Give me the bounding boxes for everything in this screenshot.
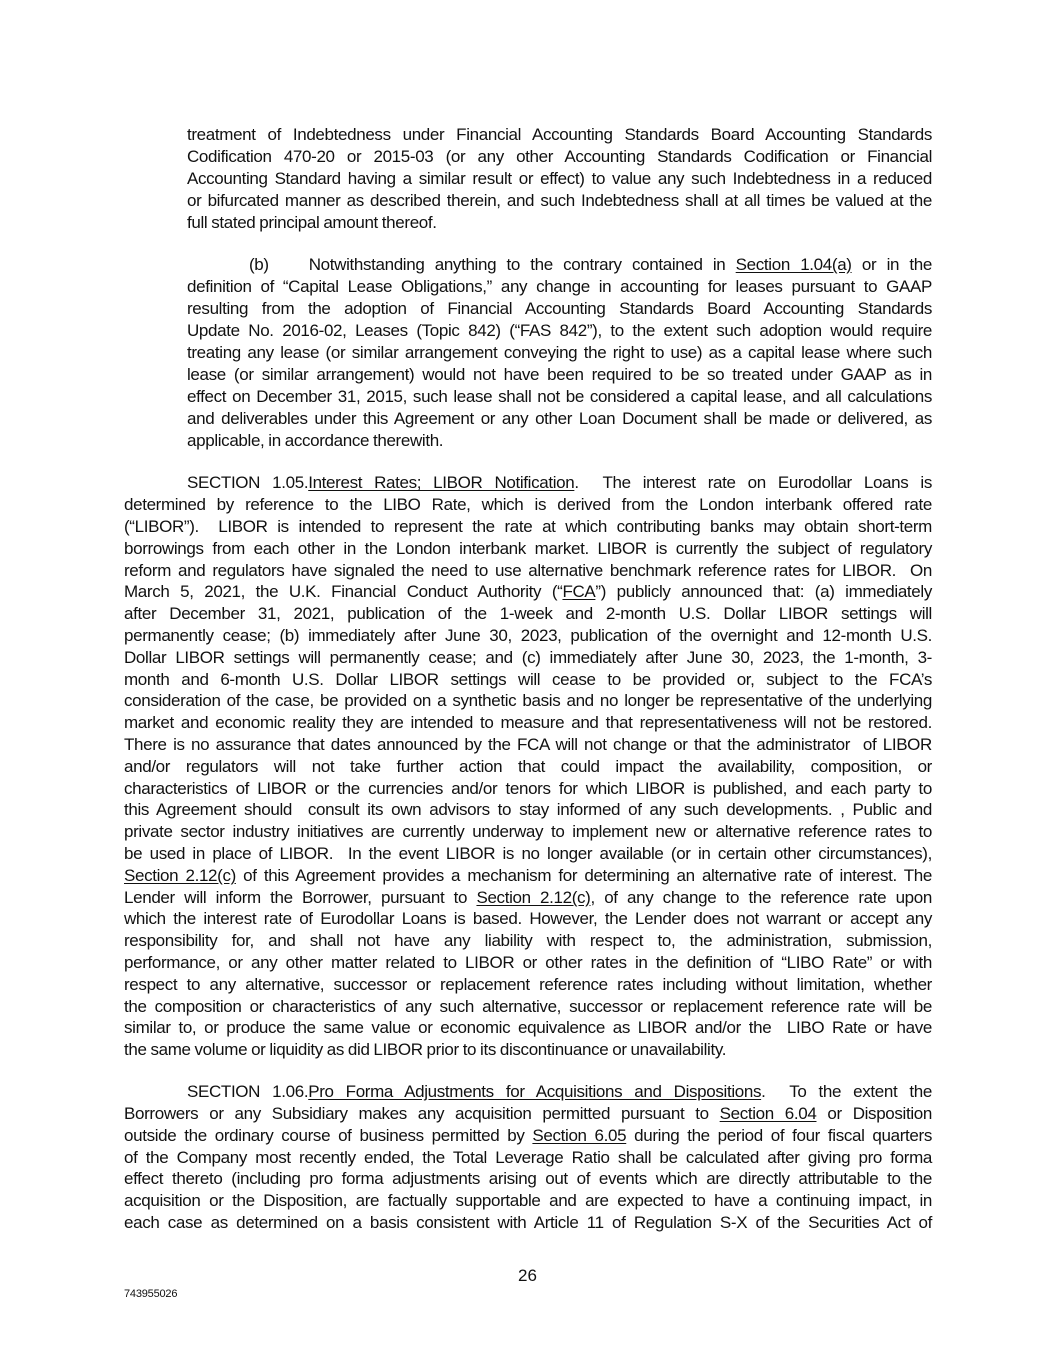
text-line: be used in place of LIBOR. In the event LIBOR is no longer available (or in certain other circumstances), (124, 844, 932, 863)
text-span: outside the ordinary course of business permitted by (124, 1126, 533, 1145)
text-line: treating any lease (or similar arrangement conveying the right to use) as a capital lease where such (187, 343, 932, 362)
text-line: or bifurcated manner as described therein, and such Indebtedness shall at all times be valued at the (187, 191, 932, 210)
text-span: March 5, 2021, the U.K. Financial Conduct Authority (“ (124, 582, 563, 601)
section-title: Pro Forma Adjustments for Acquisitions and Dispositions (308, 1082, 762, 1101)
text-line: the same volume or liquidity as did LIBOR prior to its discontinuance or unavailability. (124, 1040, 727, 1059)
text-line (124, 887, 932, 909)
text-span: . To the extent the (761, 1082, 933, 1101)
text-line: each case as determined on a basis consistent with Article 11 of Regulation S-X of the Securities Act of (124, 1213, 932, 1232)
document-id: 743955026 (124, 1288, 178, 1300)
text-line: effect on December 31, 2015, such lease shall not be considered a capital lease, and all calculations (187, 387, 932, 406)
text-line: lease (or similar arrangement) would not have been required to be so treated under GAAP as in (187, 365, 932, 384)
text-line: responsibility for, and shall not have any liability with respect to, the administration, submission, (124, 931, 932, 950)
text-span: ”) publicly announced that: (a) immediately (595, 582, 932, 601)
section-number: SECTION 1.05. (187, 473, 309, 492)
text-line: month and 6-month U.S. Dollar LIBOR settings will cease to be provided or, subject to the FCA’s (124, 670, 932, 689)
text-line (124, 1125, 932, 1147)
text-line: Codification 470-20 or 2015-03 (or any other Accounting Standards Codification or Financial (187, 147, 932, 166)
text-span: Notwithstanding anything to the contrary contained in (308, 255, 736, 274)
text-line (124, 581, 932, 603)
text-span: Lender will inform the Borrower, pursuant to (124, 888, 477, 907)
section-heading-line (187, 1081, 932, 1103)
section-title: Interest Rates; LIBOR Notification (308, 473, 575, 492)
text-line: determined by reference to the LIBO Rate, which is derived from the London interbank offered rate (124, 495, 932, 514)
text-line: Accounting Standard having a similar result or effect) to value any such Indebtedness in a reduced (187, 169, 932, 188)
text-line: respect to any alternative, successor or replacement reference rates including without limitation, whether (124, 975, 932, 994)
section-reference-link[interactable]: Section 2.12(c) (124, 866, 236, 885)
text-line: of the Company most recently ended, the Total Leverage Ratio shall be calculated after giving pro forma (124, 1148, 932, 1167)
text-line: There is no assurance that dates announced by the FCA will not change or that the administrator of LIBOR (124, 735, 932, 754)
text-line: Update No. 2016-02, Leases (Topic 842) (“FAS 842”), to the extent such adoption would require (187, 321, 932, 340)
section-reference-link[interactable]: Section 1.04(a) (735, 255, 852, 274)
text-line: the composition or characteristics of any such alternative, successor or replacement reference rate will be (124, 997, 932, 1016)
text-span: Borrowers or any Subsidiary makes any acquisition permitted pursuant to (124, 1104, 720, 1123)
text-span: . The interest rate on Eurodollar Loans is (574, 473, 933, 492)
text-line: (“LIBOR”). LIBOR is intended to represent the rate at which contributing banks may obtain short-term (124, 517, 932, 536)
text-line (124, 865, 932, 887)
text-line: effect thereto (including pro forma adjustments arising out of events which are directly attributable to the (124, 1169, 932, 1188)
text-line: market and economic reality they are intended to measure and that representativeness will not be restored. (124, 713, 932, 732)
text-span: during the period of four fiscal quarters (626, 1126, 932, 1145)
text-span: of this Agreement provides a mechanism for determining an alternative rate of interest. The (235, 866, 933, 885)
section-reference-link[interactable]: Section 6.05 (532, 1126, 627, 1145)
text-line: characteristics of LIBOR or the currencies and/or tenors for which LIBOR is published, and each party to (124, 779, 932, 798)
text-line: definition of “Capital Lease Obligations,” any change in accounting for leases pursuant to GAAP (187, 277, 932, 296)
text-span: or Disposition (816, 1104, 932, 1123)
defined-term-fca: FCA (562, 582, 596, 601)
text-line: after December 31, 2021, publication of the 1-week and 2-month U.S. Dollar LIBOR settings will (124, 604, 932, 623)
page-number: 26 (518, 1266, 537, 1285)
text-line: and/or regulators will not take further action that could impact the availability, composition, or (124, 757, 932, 776)
text-line: resulting from the adoption of Financial Accounting Standards Board Accounting Standards (187, 299, 932, 318)
section-reference-link[interactable]: Section 2.12(c) (476, 888, 591, 907)
text-line: acquisition or the Disposition, are factually supportable and are expected to have a continuing impact, in (124, 1191, 932, 1210)
text-line (249, 254, 932, 276)
text-line: and deliverables under this Agreement or any other Loan Document shall be made or delivered, as (187, 409, 932, 428)
text-line: similar to, or produce the same value or economic equivalence as LIBOR and/or the LIBO Rate or have (124, 1018, 932, 1037)
text-line: full stated principal amount thereof. (187, 213, 437, 232)
text-line: reform and regulators have signaled the need to use alternative benchmark reference rates for LIBOR. On (124, 561, 932, 580)
section-heading-line (187, 472, 932, 494)
text-line: borrowings from each other in the London interbank market. LIBOR is currently the subject of regulatory (124, 539, 932, 558)
text-line: which the interest rate of Eurodollar Loans is based. However, the Lender does not warrant or accept any (124, 909, 932, 928)
text-line: this Agreement should consult its own advisors to stay informed of any such developments. , Public and (124, 800, 932, 819)
paragraph-label: (b) (249, 255, 269, 274)
section-reference-link[interactable]: Section 6.04 (719, 1104, 817, 1123)
text-line: treatment of Indebtedness under Financial Accounting Standards Board Accounting Standards (187, 125, 932, 144)
text-line: consideration of the case, be provided on a synthetic basis and no longer be representative of the underlying (124, 691, 932, 710)
text-span: or in the (851, 255, 932, 274)
text-line: performance, or any other matter related to LIBOR or other rates in the definition of “LIBO Rate” or with (124, 953, 932, 972)
text-line: private sector industry initiatives are currently underway to implement new or alternative reference rates to (124, 822, 932, 841)
text-span: , of any change to the reference rate upon (590, 888, 932, 907)
text-line: Dollar LIBOR settings will permanently cease; and (c) immediately after June 30, 2023, the 1-month, 3- (124, 648, 932, 667)
section-number: SECTION 1.06. (187, 1082, 309, 1101)
text-line: applicable, in accordance therewith. (187, 431, 444, 450)
text-line: permanently cease; (b) immediately after June 30, 2023, publication of the overnight and 12-month U.S. (124, 626, 932, 645)
text-line (124, 1103, 932, 1125)
